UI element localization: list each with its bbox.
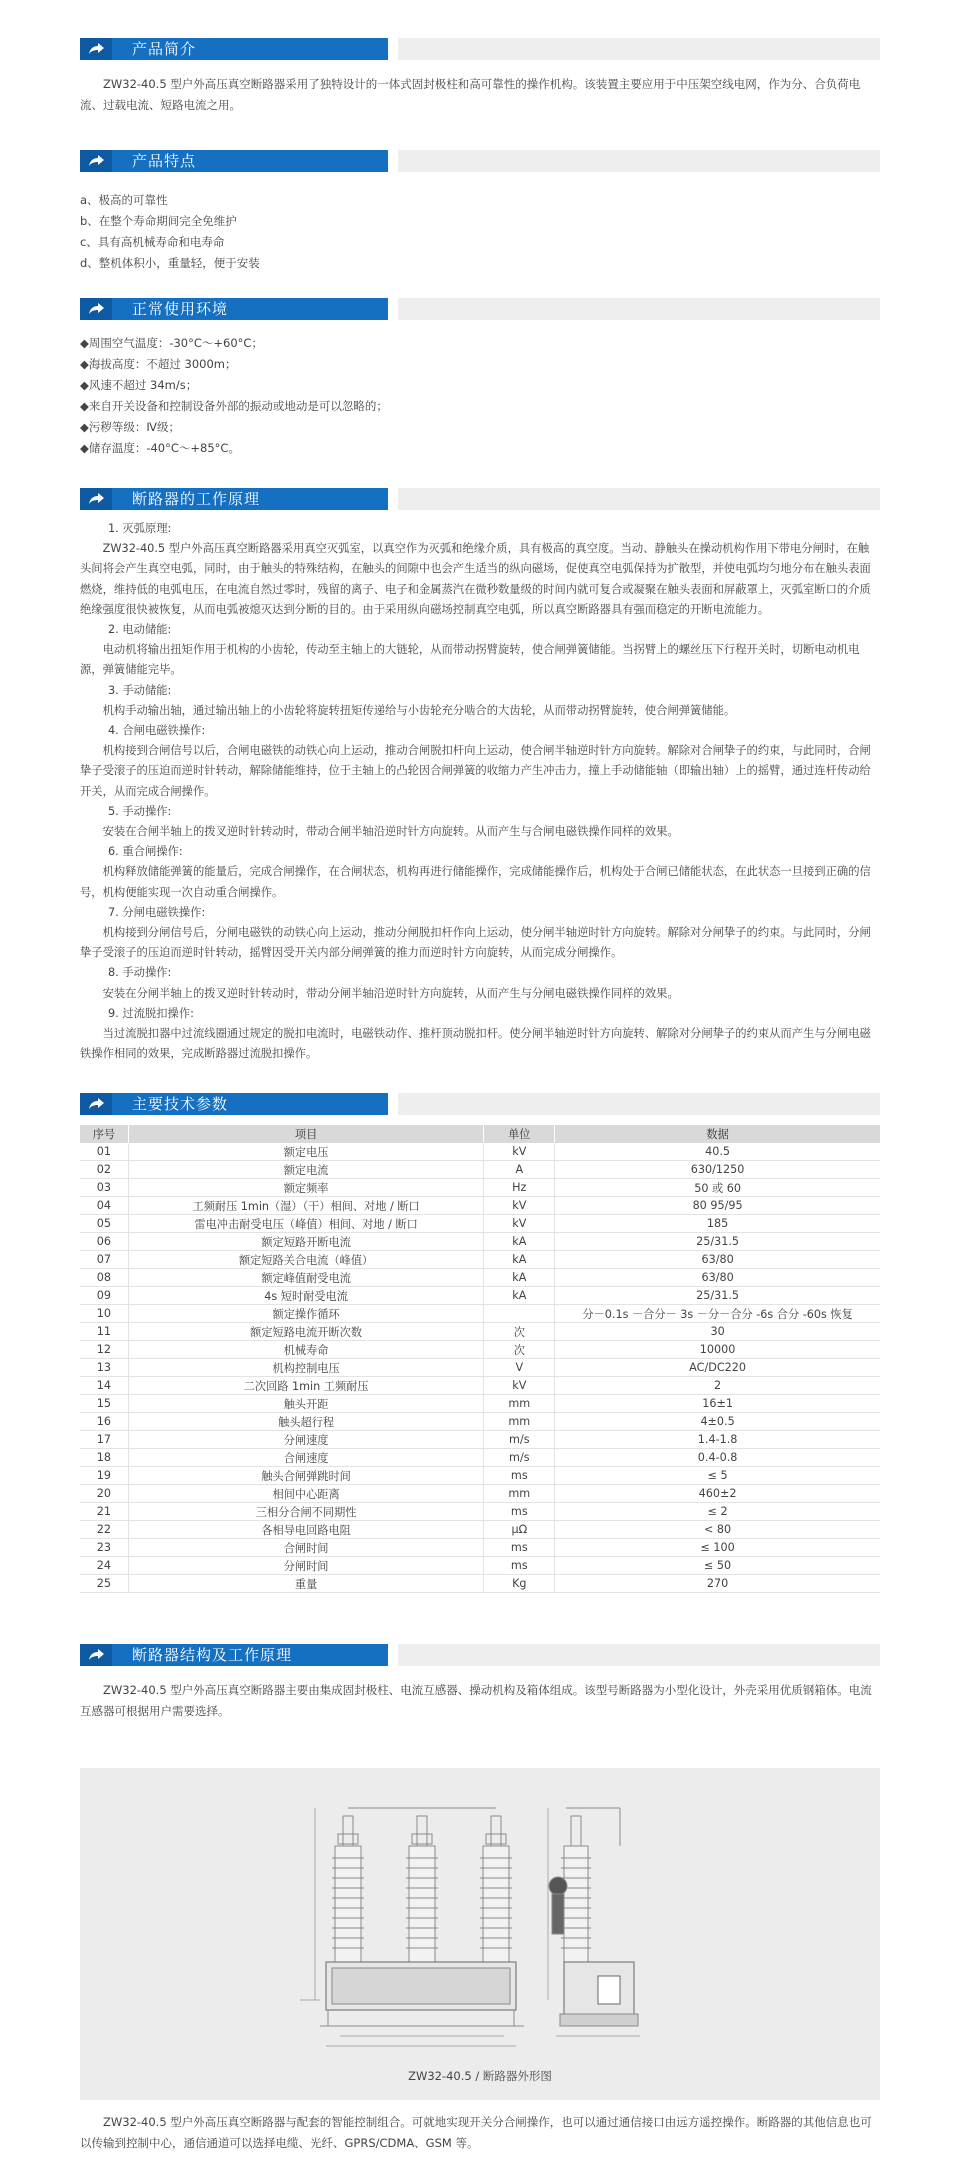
list-item: ◆来自开关设备和控制设备外部的振动或地动是可以忽略的； <box>80 399 388 413</box>
table-row <box>80 1485 880 1503</box>
list-item: ◆风速不超过 34m/s； <box>80 378 198 392</box>
table-row <box>80 1539 880 1557</box>
table-cell: 0.4-0.8 <box>555 1449 880 1467</box>
principle-body: 当过流脱扣器中过流线圈通过规定的脱扣电流时，电磁铁动作、推杆顶动脱扣杆。使分闸半轴逆时针方向旋转、解除对分闸挚子的约束从而产生与分闸电磁铁操作相同的效果，完成断路器过流脱扣操作。 <box>80 1027 871 1061</box>
list-item: ◆海拔高度：不超过 3000m； <box>80 357 237 371</box>
principle-heading: 6. 重合闸操作: <box>108 845 183 859</box>
table-cell: kV <box>484 1197 555 1215</box>
principle-heading: 3. 手动储能: <box>108 683 172 697</box>
table-cell: 4±0.5 <box>555 1413 880 1431</box>
table-cell <box>484 1305 555 1323</box>
table-cell: 触头超行程 <box>128 1413 484 1431</box>
section-title: 产品特点 <box>132 152 197 170</box>
principle-heading: 1. 灭弧原理: <box>108 522 172 535</box>
table-cell: Hz <box>484 1179 555 1197</box>
table-cell: 触头合闸弹跳时间 <box>128 1467 484 1485</box>
table-cell: 11 <box>80 1323 128 1341</box>
table-row <box>80 1215 880 1233</box>
principle-heading: 2. 电动储能: <box>108 623 172 637</box>
table-cell: 触头开距 <box>128 1395 484 1413</box>
table-row <box>80 1359 880 1377</box>
table-cell: 12 <box>80 1341 128 1359</box>
principle-heading: 4. 合闸电磁铁操作: <box>108 724 206 738</box>
table-cell: 21 <box>80 1503 128 1521</box>
outline-drawing <box>80 1768 880 2100</box>
table-cell: V <box>484 1359 555 1377</box>
table-cell: kA <box>484 1269 555 1287</box>
arrow-hand-icon <box>80 488 112 510</box>
section-title: 主要技术参数 <box>132 1095 229 1113</box>
list-item: b、在整个寿命期间完全免维护 <box>80 214 237 228</box>
principle-heading: 7. 分闸电磁铁操作: <box>108 905 206 919</box>
table-cell: 270 <box>555 1575 880 1593</box>
table-row <box>80 1521 880 1539</box>
table-cell: m/s <box>484 1431 555 1449</box>
table-cell: ms <box>484 1467 555 1485</box>
principle-body: 机构接到合闸信号以后，合闸电磁铁的动铁心向上运动，推动合闸脱扣杆向上运动，使合闸半轴逆时针方向旋转。解除对合闸挚子的约束，与此同时，合闸挚子受滚子的压迫而逆时针转动，解除储能维持，位于主轴上的凸轮因合闸弹簧的收缩力产生冲击力，撞上手动储能轴（即输出轴）上的摇臂，通过连杆传动给开关，从而完成合闸操作。 <box>80 744 871 798</box>
spec-table <box>80 1125 880 1593</box>
table-cell: 22 <box>80 1521 128 1539</box>
table-cell: AC/DC220 <box>555 1359 880 1377</box>
table-cell: 01 <box>80 1143 128 1161</box>
list-item: ◆周围空气温度：-30°C～+60°C； <box>80 336 263 350</box>
section-title: 断路器结构及工作原理 <box>132 1646 293 1664</box>
table-cell: kA <box>484 1233 555 1251</box>
table-cell: ≤ 2 <box>555 1503 880 1521</box>
table-row <box>80 1233 880 1251</box>
table-cell: 04 <box>80 1197 128 1215</box>
table-cell: 额定电压 <box>128 1143 484 1161</box>
table-cell: 额定电流 <box>128 1161 484 1179</box>
table-cell: 额定短路开断电流 <box>128 1233 484 1251</box>
table-row <box>80 1179 880 1197</box>
table-cell: 07 <box>80 1251 128 1269</box>
table-cell: Kg <box>484 1575 555 1593</box>
table-cell: 80 95/95 <box>555 1197 880 1215</box>
table-cell: ms <box>484 1503 555 1521</box>
table-cell: 分－0.1s －合分－ 3s －分－合分 -6s 合分 -60s 恢复 <box>555 1305 880 1323</box>
section-title: 产品简介 <box>132 40 197 58</box>
environment-list <box>80 333 880 459</box>
table-row <box>80 1449 880 1467</box>
principle-body: 机构释放储能弹簧的能量后，完成合闸操作，在合闸状态，机构再进行储能操作，完成储能操作后，机构处于合闸已储能状态，在此状态一旦接到正确的信号，机构便能实现一次自动重合闸操作。 <box>80 865 871 899</box>
table-cell: 25/31.5 <box>555 1287 880 1305</box>
table-cell: 09 <box>80 1287 128 1305</box>
section-header-principle <box>80 486 880 512</box>
section-header-structure <box>80 1642 880 1668</box>
table-cell: kA <box>484 1251 555 1269</box>
section-header-intro <box>80 36 880 62</box>
table-cell: 25 <box>80 1575 128 1593</box>
table-cell: 4s 短时耐受电流 <box>128 1287 484 1305</box>
table-cell: 10000 <box>555 1341 880 1359</box>
list-item: ◆储存温度：-40°C～+85°C。 <box>80 441 240 455</box>
table-cell: 合闸速度 <box>128 1449 484 1467</box>
table-cell: ms <box>484 1539 555 1557</box>
table-row <box>80 1431 880 1449</box>
table-cell: 19 <box>80 1467 128 1485</box>
table-cell: ≤ 5 <box>555 1467 880 1485</box>
principle-list <box>80 519 880 1064</box>
arrow-hand-icon <box>80 298 112 320</box>
table-cell: 16±1 <box>555 1395 880 1413</box>
table-row <box>80 1305 880 1323</box>
table-row <box>80 1143 880 1161</box>
table-cell: A <box>484 1161 555 1179</box>
table-row <box>80 1323 880 1341</box>
intro-text: ZW32-40.5 型户外高压真空断路器采用了独特设计的一体式固封极柱和高可靠性的操作机构。该装置主要应用于中压架空线电网，作为分、合负荷电流、过载电流、短路电流之用。 <box>80 77 861 112</box>
list-item: c、具有高机械寿命和电寿命 <box>80 235 225 249</box>
table-cell: 17 <box>80 1431 128 1449</box>
table-row <box>80 1251 880 1269</box>
table-cell: m/s <box>484 1449 555 1467</box>
table-cell: mm <box>484 1413 555 1431</box>
table-row <box>80 1557 880 1575</box>
table-header-row <box>80 1125 880 1143</box>
table-row <box>80 1377 880 1395</box>
table-row <box>80 1197 880 1215</box>
section-header-features <box>80 148 880 174</box>
features-list <box>80 190 880 274</box>
footer-text: ZW32-40.5 型户外高压真空断路器与配套的智能控制组合。可就地实现开关分合闸操作，也可以通过通信接口由远方遥控操作。断路器的其他信息也可以传输到控制中心，通信通道可以选择电缆、光纤、GPRS/CDMA、GSM 等。 <box>80 2115 872 2150</box>
principle-heading: 9. 过流脱扣操作: <box>108 1006 194 1020</box>
section-header-params <box>80 1091 880 1117</box>
table-cell: 185 <box>555 1215 880 1233</box>
table-cell: 重量 <box>128 1575 484 1593</box>
table-cell: 08 <box>80 1269 128 1287</box>
table-cell: 三相分合闸不同期性 <box>128 1503 484 1521</box>
table-cell: 二次回路 1min 工频耐压 <box>128 1377 484 1395</box>
table-cell: 63/80 <box>555 1269 880 1287</box>
table-cell: < 80 <box>555 1521 880 1539</box>
table-cell: 02 <box>80 1161 128 1179</box>
table-cell: 23 <box>80 1539 128 1557</box>
table-row <box>80 1341 880 1359</box>
table-cell: kV <box>484 1215 555 1233</box>
list-item: a、极高的可靠性 <box>80 193 168 207</box>
table-cell: kA <box>484 1287 555 1305</box>
table-cell: 50 或 60 <box>555 1179 880 1197</box>
table-cell: 63/80 <box>555 1251 880 1269</box>
figure-caption: ZW32-40.5 / 断路器外形图 <box>408 2069 552 2083</box>
table-cell: 16 <box>80 1413 128 1431</box>
table-cell: 合闸时间 <box>128 1539 484 1557</box>
table-cell: 40.5 <box>555 1143 880 1161</box>
table-cell: 18 <box>80 1449 128 1467</box>
table-cell: 额定短路电流开断次数 <box>128 1323 484 1341</box>
table-cell: 460±2 <box>555 1485 880 1503</box>
table-cell: ≤ 50 <box>555 1557 880 1575</box>
table-cell: 各相导电回路电阻 <box>128 1521 484 1539</box>
principle-body: ZW32-40.5 型户外高压真空断路器采用真空灭弧室，以真空作为灭弧和绝缘介质，具有极高的真空度。当动、静触头在操动机构作用下带电分闸时，在触头间将会产生真空电弧，同时，由于触头的特殊结构，在触头的间隙中也会产生适当的纵向磁场，促使真空电弧保持为扩散型，并使电弧均匀地分布在触头表面燃烧，维持低的电弧电压，在电流自然过零时，残留的离子、电子和金属蒸汽在微秒数量级的时间内就可复合或凝聚在触头表面和屏蔽罩上，灭弧室断口的介质绝缘强度很快被恢复，从而电弧被熄灭达到分断的目的。由于采用纵向磁场控制真空电弧，所以真空断路器具有强而稳定的开断电流能力。 <box>80 542 871 616</box>
table-cell: 10 <box>80 1305 128 1323</box>
table-cell: μΩ <box>484 1521 555 1539</box>
principle-heading: 8. 手动操作: <box>108 966 172 980</box>
table-cell: 630/1250 <box>555 1161 880 1179</box>
list-item: ◆污秽等级：Ⅳ级； <box>80 420 180 434</box>
column-header: 数据 <box>555 1125 880 1143</box>
table-cell: 雷电冲击耐受电压（峰值）相间、对地 / 断口 <box>128 1215 484 1233</box>
principle-body: 安装在分闸半轴上的拨叉逆时针转动时，带动分闸半轴沿逆时针方向旋转，从而产生与分闸电磁铁操作同样的效果。 <box>102 986 679 1000</box>
table-cell: mm <box>484 1395 555 1413</box>
table-cell: 机构控制电压 <box>128 1359 484 1377</box>
section-title: 正常使用环境 <box>132 300 229 318</box>
table-cell: kV <box>484 1143 555 1161</box>
principle-heading: 5. 手动操作: <box>108 804 172 818</box>
table-row <box>80 1161 880 1179</box>
principle-body: 机构接到分闸信号后，分闸电磁铁的动铁心向上运动，推动分闸脱扣杆作向上运动，使分闸半轴逆时针方向旋转。解除对分闸挚子的约束。与此同时，分闸挚子受滚子的压迫而逆时针转动，摇臂因受开关内部分闸弹簧的推力而逆时针方向旋转，从而完成分闸操作。 <box>80 926 871 960</box>
section-title: 断路器的工作原理 <box>132 490 261 508</box>
table-cell: kV <box>484 1377 555 1395</box>
table-cell: 05 <box>80 1215 128 1233</box>
structure-text: ZW32-40.5 型户外高压真空断路器主要由集成固封极柱、电流互感器、操动机构及箱体组成。该型号断路器为小型化设计，外壳采用优质钢箱体。电流互感器可根据用户需要选择。 <box>80 1683 872 1718</box>
arrow-hand-icon <box>80 150 112 172</box>
breaker-drawing <box>80 1768 880 2058</box>
table-cell: 06 <box>80 1233 128 1251</box>
principle-body: 机构手动输出轴，通过输出轴上的小齿轮将旋转扭矩传递给与小齿轮充分啮合的大齿轮，从而带动拐臂旋转，使合闸弹簧储能。 <box>102 703 736 717</box>
principle-body: 安装在合闸半轴上的拨叉逆时针转动时，带动合闸半轴沿逆时针方向旋转。从而产生与合闸电磁铁操作同样的效果。 <box>102 825 679 839</box>
list-item: d、整机体积小，重量轻，便于安装 <box>80 256 260 270</box>
table-row <box>80 1287 880 1305</box>
table-cell: 机械寿命 <box>128 1341 484 1359</box>
table-cell: 分闸时间 <box>128 1557 484 1575</box>
table-cell: 25/31.5 <box>555 1233 880 1251</box>
section-header-environment <box>80 296 880 322</box>
table-cell: 相间中心距离 <box>128 1485 484 1503</box>
principle-body: 电动机将输出扭矩作用于机构的小齿轮，传动至主轴上的大链轮，从而带动拐臂旋转，使合闸弹簧储能。当拐臂上的螺丝压下行程开关时，切断电动机电源，弹簧储能完毕。 <box>80 643 860 677</box>
table-cell: ms <box>484 1557 555 1575</box>
column-header: 单位 <box>484 1125 555 1143</box>
table-cell: ≤ 100 <box>555 1539 880 1557</box>
table-cell: 次 <box>484 1323 555 1341</box>
arrow-hand-icon <box>80 38 112 60</box>
table-cell: 30 <box>555 1323 880 1341</box>
table-row <box>80 1395 880 1413</box>
column-header: 序号 <box>80 1125 128 1143</box>
table-cell: 额定操作循环 <box>128 1305 484 1323</box>
column-header: 项目 <box>128 1125 484 1143</box>
arrow-hand-icon <box>80 1093 112 1115</box>
table-cell: 额定峰值耐受电流 <box>128 1269 484 1287</box>
table-row <box>80 1269 880 1287</box>
table-row <box>80 1413 880 1431</box>
table-cell: 03 <box>80 1179 128 1197</box>
table-cell: 次 <box>484 1341 555 1359</box>
arrow-hand-icon <box>80 1644 112 1666</box>
table-cell: 14 <box>80 1377 128 1395</box>
table-cell: 13 <box>80 1359 128 1377</box>
table-cell: mm <box>484 1485 555 1503</box>
table-row <box>80 1503 880 1521</box>
table-row <box>80 1575 880 1593</box>
table-row <box>80 1467 880 1485</box>
table-cell: 工频耐压 1min（湿）（干）相间、对地 / 断口 <box>128 1197 484 1215</box>
table-cell: 1.4-1.8 <box>555 1431 880 1449</box>
table-cell: 24 <box>80 1557 128 1575</box>
table-cell: 额定短路关合电流（峰值） <box>128 1251 484 1269</box>
table-cell: 2 <box>555 1377 880 1395</box>
table-cell: 20 <box>80 1485 128 1503</box>
table-cell: 额定频率 <box>128 1179 484 1197</box>
table-cell: 分闸速度 <box>128 1431 484 1449</box>
table-cell: 15 <box>80 1395 128 1413</box>
